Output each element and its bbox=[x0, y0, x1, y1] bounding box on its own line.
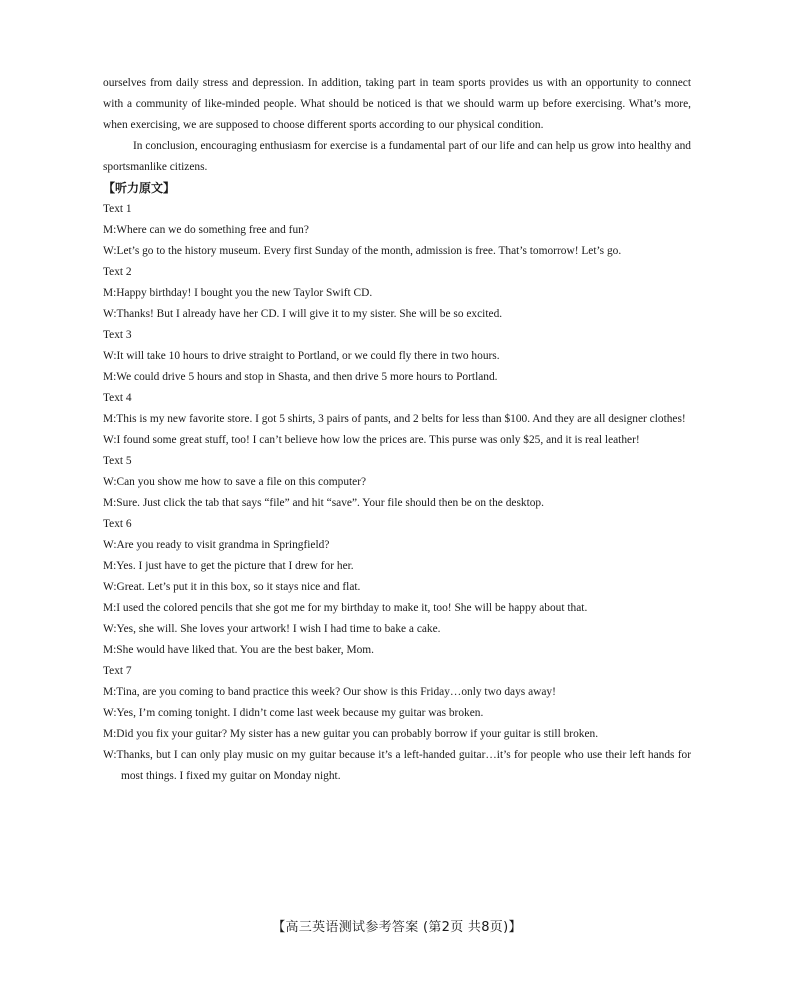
dialogue-line: W:I found some great stuff, too! I can’t believe how low the prices are. This purse was only $25, and it is real leather! bbox=[103, 434, 640, 446]
text-label: Text 7 bbox=[103, 665, 132, 677]
dialogue-line: W:Thanks! But I already have her CD. I will give it to my sister. She will be so excited. bbox=[103, 308, 503, 320]
dialogue-line: M:We could drive 5 hours and stop in Shasta, and then drive 5 more hours to Portland. bbox=[103, 371, 498, 383]
document-body bbox=[103, 73, 691, 787]
text-label: Text 3 bbox=[103, 329, 132, 341]
dialogue-line: M:Tina, are you coming to band practice this week? Our show is this Friday…only two days away! bbox=[103, 686, 556, 698]
dialogue-line: M:I used the colored pencils that she got me for my birthday to make it, too! She will be happy about that. bbox=[103, 602, 588, 614]
page-footer: 【高三英语测试参考答案 (第2页 共8页)】 bbox=[272, 920, 522, 935]
dialogue-line: M:Yes. I just have to get the picture that I drew for her. bbox=[103, 560, 354, 572]
dialogue-line: M:Where can we do something free and fun? bbox=[103, 224, 309, 236]
text-label: Text 1 bbox=[103, 203, 132, 215]
essay-paragraph-1: ourselves from daily stress and depression. In addition, taking part in team sports provides us with an opportunity to connect with a community of like-minded people. What should be noticed is that we should warm up before exercising. What’s more, when exercising, we are supposed to choose different sports according to our physical condition. bbox=[103, 77, 691, 131]
dialogue-line: M:This is my new favorite store. I got 5 shirts, 3 pairs of pants, and 2 belts for less than $100. And they are all designer clothes! bbox=[103, 413, 686, 425]
section-title: 【听力原文】 bbox=[103, 181, 176, 195]
essay-paragraph-2: In conclusion, encouraging enthusiasm for exercise is a fundamental part of our life and can help us grow into healthy and sportsmanlike citizens. bbox=[103, 140, 691, 173]
dialogue-line: M:Did you fix your guitar? My sister has a new guitar you can probably borrow if your guitar is still broken. bbox=[103, 728, 599, 740]
text-label: Text 5 bbox=[103, 455, 132, 467]
dialogue-line: W:Yes, I’m coming tonight. I didn’t come last week because my guitar was broken. bbox=[103, 707, 484, 719]
text-label: Text 6 bbox=[103, 518, 132, 530]
text-label: Text 4 bbox=[103, 392, 132, 404]
dialogue-line: W:Great. Let’s put it in this box, so it stays nice and flat. bbox=[103, 581, 361, 593]
dialogue-line: W:Yes, she will. She loves your artwork! I wish I had time to bake a cake. bbox=[103, 623, 441, 635]
dialogue-line: M:Sure. Just click the tab that says “file” and hit “save”. Your file should then be on the desktop. bbox=[103, 497, 544, 509]
dialogue-line: W:Let’s go to the history museum. Every first Sunday of the month, admission is free. That’s tomorrow! Let’s go. bbox=[103, 245, 622, 257]
dialogue-line: W:Are you ready to visit grandma in Springfield? bbox=[103, 539, 330, 551]
dialogue-line: W:Can you show me how to save a file on this computer? bbox=[103, 476, 367, 488]
dialogue-line: W:Thanks, but I can only play music on my guitar because it’s a left-handed guitar…it’s for people who use their left hands for most things. I fixed my guitar on Monday night. bbox=[103, 749, 691, 782]
dialogue-line: M:Happy birthday! I bought you the new Taylor Swift CD. bbox=[103, 287, 373, 299]
text-label: Text 2 bbox=[103, 266, 132, 278]
dialogue-line: W:It will take 10 hours to drive straight to Portland, or we could fly there in two hours. bbox=[103, 350, 500, 362]
dialogue-line: M:She would have liked that. You are the best baker, Mom. bbox=[103, 644, 374, 656]
